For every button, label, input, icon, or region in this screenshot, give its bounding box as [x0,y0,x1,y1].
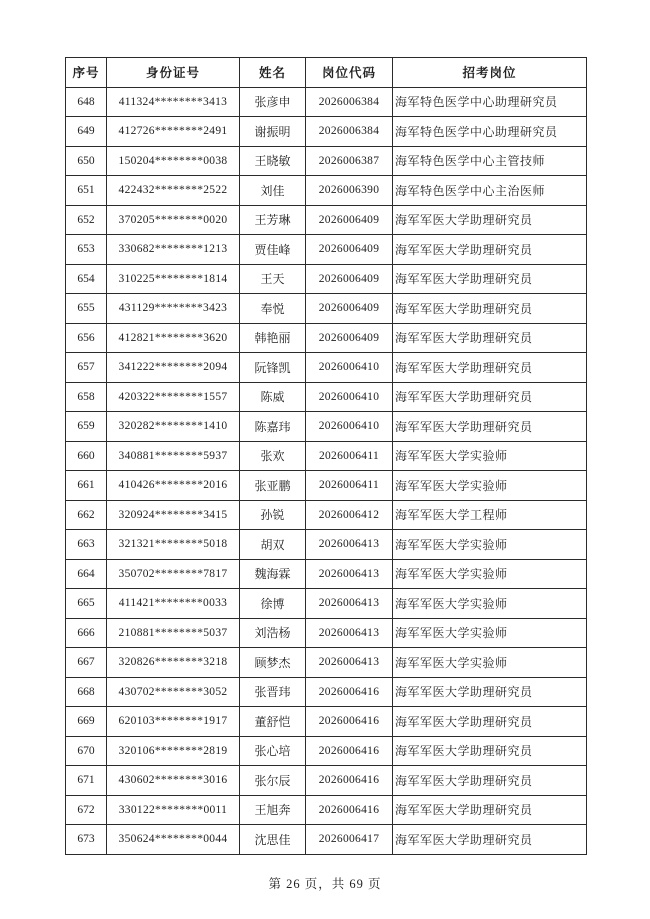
cell-position-code: 2026006413 [306,530,393,560]
cell-serial-number: 669 [66,707,107,737]
cell-recruitment-position: 海军军医大学实验师 [393,441,587,471]
cell-serial-number: 673 [66,825,107,855]
cell-recruitment-position: 海军军医大学助理研究员 [393,353,587,383]
header-serial-number: 序号 [66,58,107,88]
cell-name: 刘浩杨 [240,618,306,648]
cell-serial-number: 666 [66,618,107,648]
cell-serial-number: 668 [66,677,107,707]
table-row [66,176,587,206]
header-name: 姓名 [240,58,306,88]
cell-serial-number: 664 [66,559,107,589]
cell-recruitment-position: 海军军医大学助理研究员 [393,707,587,737]
cell-recruitment-position: 海军军医大学助理研究员 [393,766,587,796]
cell-id-number: 411421********0033 [107,589,240,619]
cell-recruitment-position: 海军军医大学实验师 [393,559,587,589]
cell-id-number: 422432********2522 [107,176,240,206]
cell-recruitment-position: 海军军医大学实验师 [393,618,587,648]
cell-id-number: 412726********2491 [107,117,240,147]
cell-name: 魏海霖 [240,559,306,589]
cell-name: 沈思佳 [240,825,306,855]
table-row [66,677,587,707]
cell-serial-number: 652 [66,205,107,235]
cell-recruitment-position: 海军军医大学实验师 [393,589,587,619]
table-row [66,294,587,324]
cell-id-number: 350702********7817 [107,559,240,589]
cell-recruitment-position: 海军军医大学助理研究员 [393,412,587,442]
cell-position-code: 2026006417 [306,825,393,855]
cell-serial-number: 656 [66,323,107,353]
cell-id-number: 370205********0020 [107,205,240,235]
cell-name: 张彦申 [240,87,306,117]
cell-recruitment-position: 海军军医大学助理研究员 [393,677,587,707]
cell-serial-number: 654 [66,264,107,294]
cell-name: 董舒恺 [240,707,306,737]
table-row [66,707,587,737]
cell-name: 陈嘉玮 [240,412,306,442]
cell-name: 贾佳峰 [240,235,306,265]
header-id-number: 身份证号 [107,58,240,88]
cell-serial-number: 648 [66,87,107,117]
cell-recruitment-position: 海军军医大学实验师 [393,648,587,678]
page-indicator: 第 26 页，共 69 页 [268,877,382,891]
cell-name: 孙锐 [240,500,306,530]
table-row [66,648,587,678]
cell-serial-number: 657 [66,353,107,383]
cell-name: 张欢 [240,441,306,471]
cell-name: 胡双 [240,530,306,560]
cell-recruitment-position: 海军特色医学中心助理研究员 [393,87,587,117]
header-position-code: 岗位代码 [306,58,393,88]
table-row [66,412,587,442]
cell-recruitment-position: 海军军医大学助理研究员 [393,264,587,294]
table-row [66,235,587,265]
cell-serial-number: 651 [66,176,107,206]
header-recruitment-position: 招考岗位 [393,58,587,88]
cell-serial-number: 667 [66,648,107,678]
table-row [66,146,587,176]
cell-id-number: 431129********3423 [107,294,240,324]
cell-serial-number: 659 [66,412,107,442]
cell-id-number: 310225********1814 [107,264,240,294]
cell-name: 顾梦杰 [240,648,306,678]
cell-serial-number: 661 [66,471,107,501]
cell-serial-number: 655 [66,294,107,324]
cell-name: 张亚鹏 [240,471,306,501]
table-row [66,736,587,766]
cell-position-code: 2026006409 [306,264,393,294]
cell-id-number: 350624********0044 [107,825,240,855]
cell-position-code: 2026006416 [306,766,393,796]
table-row [66,441,587,471]
cell-id-number: 410426********2016 [107,471,240,501]
table-row [66,353,587,383]
cell-position-code: 2026006410 [306,353,393,383]
cell-serial-number: 663 [66,530,107,560]
cell-position-code: 2026006384 [306,87,393,117]
cell-id-number: 340881********5937 [107,441,240,471]
cell-name: 徐博 [240,589,306,619]
table-row [66,825,587,855]
cell-position-code: 2026006416 [306,677,393,707]
cell-id-number: 412821********3620 [107,323,240,353]
table-row [66,205,587,235]
cell-serial-number: 672 [66,795,107,825]
cell-recruitment-position: 海军军医大学助理研究员 [393,323,587,353]
cell-name: 王旭奔 [240,795,306,825]
cell-id-number: 420322********1557 [107,382,240,412]
cell-name: 张心培 [240,736,306,766]
cell-position-code: 2026006409 [306,323,393,353]
table-row [66,589,587,619]
cell-serial-number: 650 [66,146,107,176]
cell-position-code: 2026006409 [306,235,393,265]
table-row [66,117,587,147]
cell-recruitment-position: 海军军医大学实验师 [393,471,587,501]
table-row [66,766,587,796]
cell-position-code: 2026006413 [306,559,393,589]
cell-position-code: 2026006411 [306,441,393,471]
table-row [66,795,587,825]
cell-id-number: 320106********2819 [107,736,240,766]
cell-serial-number: 660 [66,441,107,471]
cell-name: 王芳琳 [240,205,306,235]
cell-id-number: 341222********2094 [107,353,240,383]
cell-recruitment-position: 海军军医大学助理研究员 [393,736,587,766]
cell-position-code: 2026006410 [306,412,393,442]
cell-recruitment-position: 海军军医大学助理研究员 [393,825,587,855]
cell-id-number: 330122********0011 [107,795,240,825]
cell-id-number: 430702********3052 [107,677,240,707]
cell-recruitment-position: 海军军医大学工程师 [393,500,587,530]
cell-recruitment-position: 海军军医大学助理研究员 [393,235,587,265]
cell-recruitment-position: 海军军医大学实验师 [393,530,587,560]
cell-id-number: 411324********3413 [107,87,240,117]
cell-name: 王晓敏 [240,146,306,176]
cell-name: 奉悦 [240,294,306,324]
cell-serial-number: 658 [66,382,107,412]
cell-serial-number: 649 [66,117,107,147]
cell-id-number: 320282********1410 [107,412,240,442]
cell-position-code: 2026006390 [306,176,393,206]
table-row [66,382,587,412]
cell-id-number: 620103********1917 [107,707,240,737]
cell-id-number: 330682********1213 [107,235,240,265]
cell-position-code: 2026006413 [306,648,393,678]
cell-name: 阮锋凯 [240,353,306,383]
cell-position-code: 2026006412 [306,500,393,530]
table-row [66,471,587,501]
cell-recruitment-position: 海军军医大学助理研究员 [393,294,587,324]
cell-id-number: 210881********5037 [107,618,240,648]
recruitment-roster-table [65,57,587,855]
table-header [66,58,587,88]
header-row [66,58,587,88]
cell-id-number: 320826********3218 [107,648,240,678]
table-row [66,530,587,560]
cell-position-code: 2026006387 [306,146,393,176]
cell-name: 张尔辰 [240,766,306,796]
cell-recruitment-position: 海军特色医学中心助理研究员 [393,117,587,147]
cell-recruitment-position: 海军特色医学中心主管技师 [393,146,587,176]
cell-id-number: 321321********5018 [107,530,240,560]
cell-recruitment-position: 海军特色医学中心主治医师 [393,176,587,206]
cell-name: 韩艳丽 [240,323,306,353]
cell-recruitment-position: 海军军医大学助理研究员 [393,382,587,412]
cell-name: 刘佳 [240,176,306,206]
cell-name: 张晋玮 [240,677,306,707]
cell-serial-number: 662 [66,500,107,530]
table-row [66,500,587,530]
cell-recruitment-position: 海军军医大学助理研究员 [393,795,587,825]
table-row [66,323,587,353]
cell-id-number: 320924********3415 [107,500,240,530]
table-row [66,264,587,294]
cell-name: 王天 [240,264,306,294]
table-row [66,618,587,648]
cell-position-code: 2026006409 [306,205,393,235]
cell-position-code: 2026006409 [306,294,393,324]
cell-position-code: 2026006413 [306,618,393,648]
cell-position-code: 2026006384 [306,117,393,147]
table-row [66,87,587,117]
cell-position-code: 2026006413 [306,589,393,619]
cell-name: 陈威 [240,382,306,412]
cell-id-number: 430602********3016 [107,766,240,796]
cell-recruitment-position: 海军军医大学助理研究员 [393,205,587,235]
cell-position-code: 2026006416 [306,795,393,825]
cell-position-code: 2026006411 [306,471,393,501]
cell-name: 谢振明 [240,117,306,147]
cell-serial-number: 670 [66,736,107,766]
cell-position-code: 2026006410 [306,382,393,412]
table-row [66,559,587,589]
table-body [66,87,587,854]
cell-position-code: 2026006416 [306,736,393,766]
cell-serial-number: 653 [66,235,107,265]
cell-serial-number: 671 [66,766,107,796]
cell-id-number: 150204********0038 [107,146,240,176]
cell-serial-number: 665 [66,589,107,619]
cell-position-code: 2026006416 [306,707,393,737]
